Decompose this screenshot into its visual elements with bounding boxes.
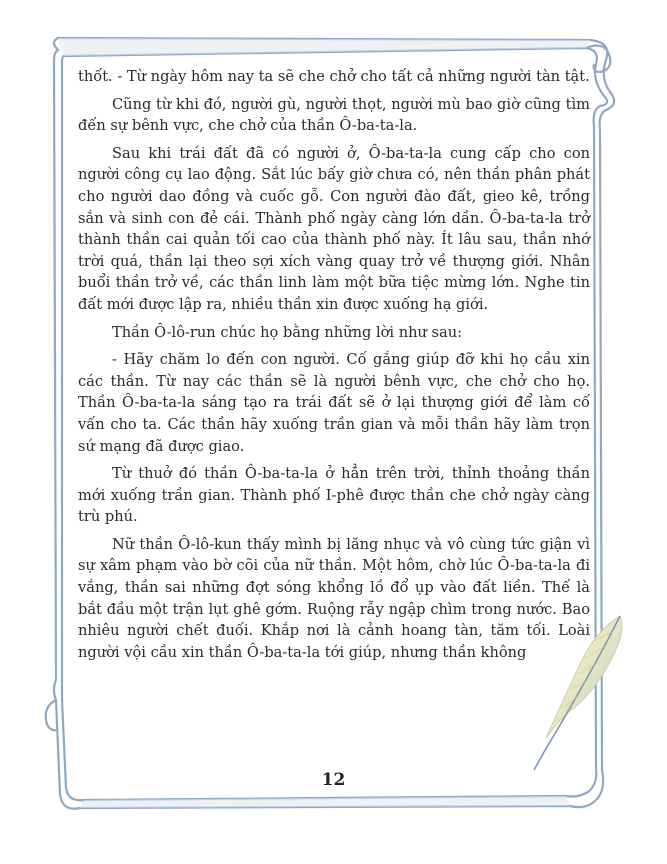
paragraph: Cũng từ khi đó, người gù, người thọt, người mù bao giờ cũng tìm đến sự bênh vực, che chở của thần Ô-ba-ta-la. bbox=[78, 95, 590, 135]
paragraph: - Hãy chăm lo đến con người. Cố gắng giúp đỡ khi họ cầu xin các thần. Từ nay các thần sẽ là người bênh vực, che chở cho họ. Thần Ô-ba-ta-la sáng tạo ra trái đất sẽ ở lại thượng giới để làm cố vấn cho ta. Các thần hãy xuống trần gian và mỗi thần hãy làm trọn sứ mạng đã được giao. bbox=[78, 351, 590, 455]
paragraph: thốt. - Từ ngày hôm nay ta sẽ che chở cho tất cả những người tàn tật. bbox=[78, 68, 590, 85]
paragraph: Thần Ô-lô-run chúc họ bằng những lời như sau: bbox=[112, 323, 463, 341]
body-text bbox=[78, 66, 590, 669]
paragraph: Sau khi trái đất đã có người ở, Ô-ba-ta-la cung cấp cho con người công cụ lao động. Sắt lúc bấy giờ chưa có, nên thần phân phát cho người dao đồng và cuốc gỗ. Con người đào đất, gieo kê, trồng sắn và sinh con đẻ cái. Thành phố ngày càng lớn dần. Ô-ba-ta-la trở thành thần cai quản tối cao của thành phố này. Ít lâu sau, thần nhớ trời quá, thần lại theo sợi xích vàng quay trở về thượng giới. Nhân buổi thần trở về, các thần linh làm một bữa tiệc mừng lớn. Nghe tin đất mới được lập ra, nhiều thần xin được xuống hạ giới. bbox=[78, 144, 590, 313]
paragraph: Nữ thần Ô-lô-kun thấy mình bị lăng nhục và vô cùng tức giận vì sự xâm phạm vào bờ cõi của nữ thần. Một hôm, chờ lúc Ô-ba-ta-la đi vắng, thần sai những đợt sóng khổng lồ đổ ụp vào đất liền. Thế là bắt đầu một trận lụt ghê gớm. Ruộng rẫy ngập chìm trong nước. Bao nhiêu người chết đuối. Khắp nơi là cảnh hoang tàn, tăm tối. Loài người vội cầu xin thần Ô-ba-ta-la tới giúp, nhưng thần không bbox=[78, 535, 590, 661]
page-number: 12 bbox=[321, 770, 346, 790]
feather-quill-icon bbox=[522, 612, 634, 772]
paragraph: Từ thuở đó thần Ô-ba-ta-la ở hẳn trên trời, thỉnh thoảng thần mới xuống trần gian. Thành phố I-phê được thần che chở ngày càng trù phú. bbox=[78, 465, 590, 526]
